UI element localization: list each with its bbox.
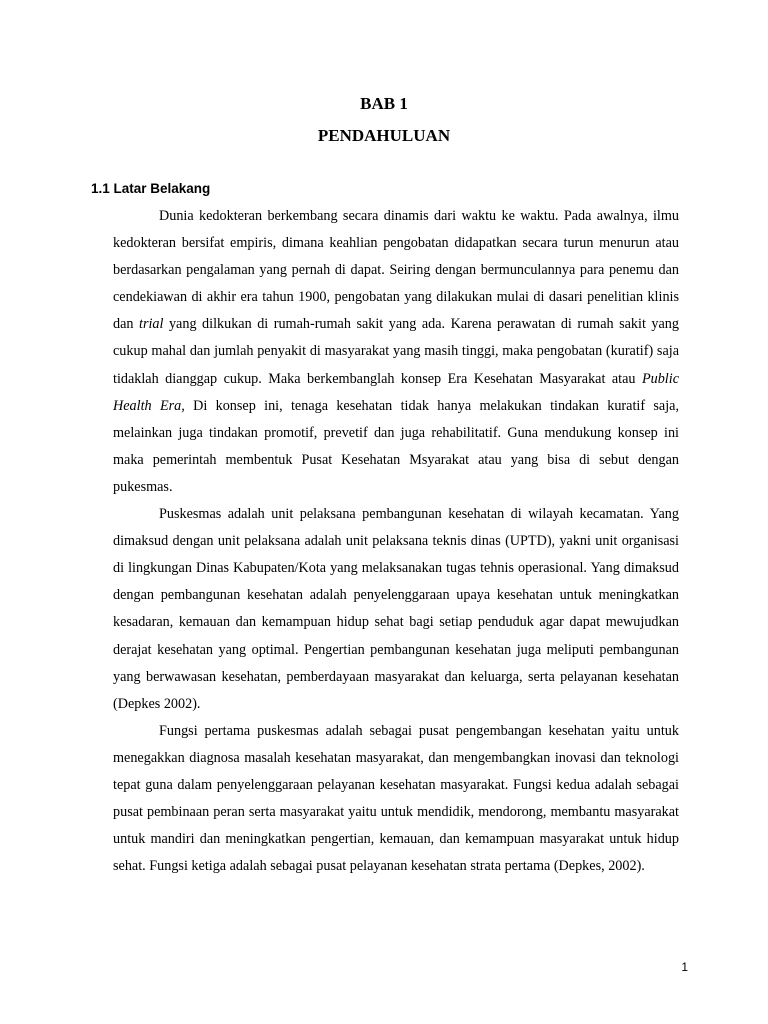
paragraph-1-italic-public-health-era: Public Health Era, bbox=[113, 370, 679, 414]
chapter-title: PENDAHULUAN bbox=[317, 126, 451, 145]
paragraph-3: Fungsi pertama puskesmas adalah sebagai pusat pengembangan kesehatan yaitu untuk menegakkan diagnosa masalah kesehatan masyarakat, dan mengembangkan inovasi dan teknologi tepat guna dalam penyelenggaraan pelayanan kesehatan masyarakat. Fungsi kedua adalah sebagai pusat pembinaan peran serta masyarakat yaitu untuk mendidik, mendorong, membantu masyarakat untuk mandiri dan meningkatkan pengertian, kemauan, dan kemampuan masyarakat untuk hidup sehat. Fungsi ketiga adalah sebagai pusat pelayanan kesehatan strata pertama (Depkes, 2002). bbox=[113, 722, 679, 875]
section-heading: 1.1 Latar Belakang bbox=[91, 181, 211, 196]
page-number: 1 bbox=[681, 960, 688, 974]
paragraph-1-part-3: Di konsep ini, tenaga kesehatan tidak hanya melakukan tindakan kuratif saja, melainkan juga tindakan promotif, prevetif dan juga rehabilitatif. Guna mendukung konsep ini maka pemerintah membentuk Pusat Kesehatan Msyarakat atau yang bisa di sebut dengan pukesmas. bbox=[113, 397, 679, 495]
paragraph-1-italic-trial: trial bbox=[139, 316, 164, 333]
chapter-number: BAB 1 bbox=[360, 94, 408, 113]
paragraph-2: Puskesmas adalah unit pelaksana pembangunan kesehatan di wilayah kecamatan. Yang dimaksud dengan unit pelaksana adalah unit pelaksana teknis dinas (UPTD), yakni unit organisasi di lingkungan Dinas Kabupaten/Kota yang melaksanakan tugas tehnis operasional. Yang dimaksud dengan pembangunan kesehatan adalah penyelenggaraan upaya kesehatan untuk meningkatkan kesadaran, kemauan dan kemampuan hidup sehat bagi setiap penduduk agar dapat mewujudkan derajat kesehatan yang optimal. Pengertian pembangunan kesehatan juga meliputi pembangunan yang berwawasan kesehatan, pemberdayaan masyarakat dan keluarga, serta pelayanan kesehatan (Depkes 2002). bbox=[113, 506, 679, 712]
paragraph-1 bbox=[113, 203, 679, 501]
paragraph-1-part-2: yang dilkukan di rumah-rumah sakit yang ada. Karena perawatan di rumah sakit yang cukup mahal dan jumlah penyakit di masyarakat yang masih tinggi, maka pengobatan (kuratif) saja tidaklah dianggap cukup. Maka berkembanglah konsep Era Kesehatan Masyarakat atau bbox=[113, 316, 679, 387]
body-text bbox=[113, 203, 679, 880]
paragraph-1-part-1: Dunia kedokteran berkembang secara dinamis dari waktu ke waktu. Pada awalnya, ilmu kedokteran bersifat empiris, dimana keahlian pengobatan didapatkan secara turun menurun atau berdasarkan pengalaman yang pernah di dapat. Seiring dengan bermunculannya para penemu dan cendekiawan di akhir era tahun 1900, pengobatan yang dilakukan mulai di dasari penelitian klinis dan bbox=[113, 208, 679, 333]
